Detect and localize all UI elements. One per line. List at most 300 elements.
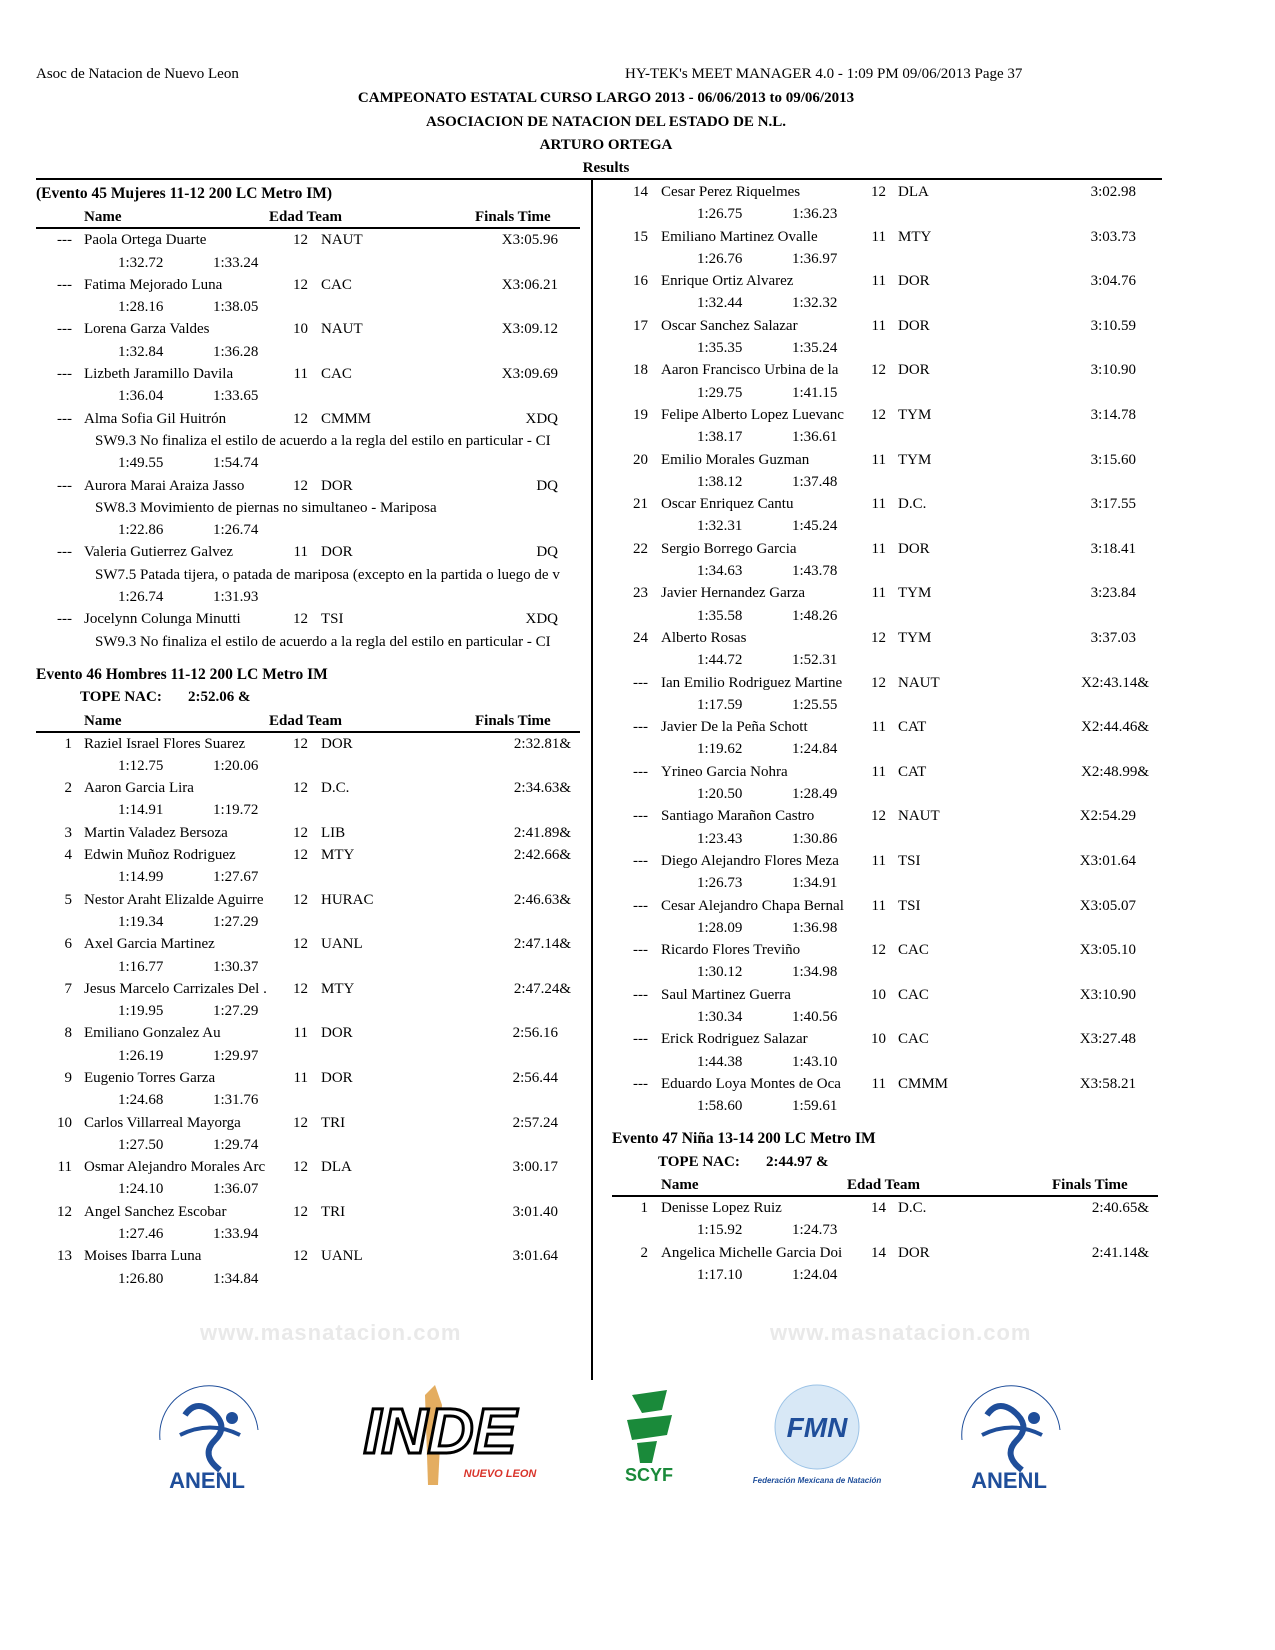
result-row bbox=[612, 538, 1160, 560]
splits-row bbox=[612, 738, 1160, 760]
header-name: Name bbox=[661, 1177, 699, 1194]
split-time: 1:12.75 bbox=[118, 757, 164, 774]
swimmer-name: Fatima Mejorado Luna bbox=[84, 276, 223, 293]
age: 12 bbox=[293, 936, 308, 953]
fmn-text: FMN bbox=[786, 1412, 848, 1443]
split-time: 1:19.95 bbox=[118, 1003, 164, 1020]
splits-row bbox=[36, 1089, 580, 1111]
finals-time: X3:58.21 bbox=[1079, 1075, 1136, 1092]
place: --- bbox=[633, 674, 648, 691]
splits-row bbox=[36, 385, 580, 407]
split-time: 1:33.65 bbox=[213, 388, 259, 405]
dq-note bbox=[36, 631, 580, 653]
split-time: 1:43.10 bbox=[792, 1053, 838, 1070]
swimmer-name: Ian Emilio Rodriguez Martine bbox=[661, 674, 843, 691]
splits-row bbox=[612, 961, 1160, 983]
split-time: 1:35.24 bbox=[792, 340, 838, 357]
place: --- bbox=[57, 321, 72, 338]
splits-row bbox=[36, 341, 580, 363]
age: 12 bbox=[871, 629, 886, 646]
age: 12 bbox=[293, 980, 308, 997]
team: CMMM bbox=[898, 1075, 949, 1092]
finals-time: 2:41.89& bbox=[513, 824, 571, 841]
swimmer-name: Moises Ibarra Luna bbox=[84, 1248, 202, 1265]
header-finals-time: Finals Time bbox=[1052, 1177, 1128, 1194]
split-time: 1:14.99 bbox=[118, 869, 164, 886]
swimmer-name: Jesus Marcelo Carrizales Del . bbox=[84, 980, 267, 997]
split-time: 1:31.93 bbox=[213, 589, 259, 606]
swimmer-name: Lorena Garza Valdes bbox=[84, 321, 210, 338]
dq-reason: SW7.5 Patada tijera, o patada de mariposa (excepto en la partida o luego de v bbox=[95, 566, 560, 583]
place: 9 bbox=[64, 1069, 72, 1086]
splits-row bbox=[36, 1045, 580, 1067]
result-row bbox=[612, 716, 1160, 738]
splits-row bbox=[612, 515, 1160, 537]
team: DOR bbox=[321, 1069, 353, 1086]
split-time: 1:26.73 bbox=[697, 875, 743, 892]
split-time: 1:22.86 bbox=[118, 522, 164, 539]
swimmer-name: Saul Martinez Guerra bbox=[661, 986, 791, 1003]
finals-time: 3:15.60 bbox=[1090, 451, 1136, 468]
age: 14 bbox=[871, 1200, 886, 1217]
place: 1 bbox=[64, 735, 72, 752]
result-row bbox=[612, 404, 1160, 426]
swimmer-name: Eugenio Torres Garza bbox=[84, 1069, 216, 1086]
dq-reason: SW8.3 Movimiento de piernas no simultaneo - Mariposa bbox=[95, 499, 437, 516]
age: 12 bbox=[871, 674, 886, 691]
split-time: 1:29.97 bbox=[213, 1047, 259, 1064]
age: 11 bbox=[871, 585, 886, 602]
team: UANL bbox=[321, 936, 363, 953]
split-time: 1:35.35 bbox=[697, 340, 743, 357]
result-row bbox=[612, 805, 1160, 827]
splits-row bbox=[36, 799, 580, 821]
place: --- bbox=[57, 544, 72, 561]
age: 11 bbox=[871, 228, 886, 245]
team: UANL bbox=[321, 1248, 363, 1265]
national-record-value: 2:44.97 & bbox=[766, 1153, 829, 1170]
team: MTY bbox=[321, 980, 355, 997]
software-page-info: HY-TEK's MEET MANAGER 4.0 - 1:09 PM 09/06/2013 Page 37 bbox=[625, 66, 1023, 82]
result-row bbox=[36, 1201, 580, 1223]
split-time: 1:30.86 bbox=[792, 830, 838, 847]
finals-time: X3:06.21 bbox=[501, 276, 558, 293]
split-time: 1:36.28 bbox=[213, 343, 259, 360]
team: CAT bbox=[898, 719, 927, 736]
place: 7 bbox=[64, 980, 72, 997]
header-age-team: Edad Team bbox=[269, 712, 342, 729]
swimmer-name: Denisse Lopez Ruiz bbox=[661, 1200, 782, 1217]
result-row bbox=[612, 270, 1160, 292]
team: TRI bbox=[321, 1114, 346, 1131]
age: 12 bbox=[871, 362, 886, 379]
swimmer-name: Lizbeth Jaramillo Davila bbox=[84, 366, 234, 383]
column-headers bbox=[36, 710, 580, 733]
team: D.C. bbox=[898, 496, 927, 513]
team: NAUT bbox=[321, 232, 363, 249]
team: DLA bbox=[321, 1159, 352, 1176]
splits-row bbox=[36, 1268, 580, 1290]
finals-time: 3:02.98 bbox=[1090, 184, 1136, 200]
split-time: 1:20.06 bbox=[213, 757, 259, 774]
place: 1 bbox=[640, 1200, 648, 1217]
team: TSI bbox=[898, 852, 921, 869]
split-time: 1:28.09 bbox=[697, 919, 743, 936]
finals-time: 2:47.14& bbox=[513, 936, 571, 953]
split-time: 1:24.68 bbox=[118, 1092, 164, 1109]
result-row bbox=[36, 889, 580, 911]
split-time: 1:40.56 bbox=[792, 1008, 838, 1025]
age: 12 bbox=[293, 1248, 308, 1265]
header-name: Name bbox=[84, 209, 122, 226]
age: 12 bbox=[293, 1203, 308, 1220]
swimmer-name: Emiliano Gonzalez Au bbox=[84, 1025, 221, 1042]
event-title bbox=[612, 1128, 1160, 1150]
split-time: 1:34.91 bbox=[792, 875, 838, 892]
split-time: 1:15.92 bbox=[697, 1222, 743, 1239]
finals-time: X3:27.48 bbox=[1079, 1031, 1136, 1048]
splits-row bbox=[36, 252, 580, 274]
split-time: 1:20.50 bbox=[697, 786, 743, 803]
result-row bbox=[36, 933, 580, 955]
age: 12 bbox=[293, 232, 308, 249]
finals-time: XDQ bbox=[525, 611, 558, 628]
dq-reason: SW9.3 No finaliza el estilo de acuerdo a la regla del estilo en particular - CI bbox=[95, 432, 551, 449]
split-time: 1:30.37 bbox=[213, 958, 259, 975]
split-time: 1:36.97 bbox=[792, 250, 838, 267]
inde-subtext: NUEVO LEON bbox=[463, 1468, 537, 1480]
swimmer-name: Alma Sofia Gil Huitrón bbox=[84, 410, 227, 427]
team: MTY bbox=[321, 847, 355, 864]
split-time: 1:26.19 bbox=[118, 1047, 164, 1064]
splits-row bbox=[36, 1134, 580, 1156]
team: NAUT bbox=[321, 321, 363, 338]
finals-time: 3:10.59 bbox=[1090, 317, 1136, 334]
finals-time: XDQ bbox=[525, 410, 558, 427]
age: 11 bbox=[293, 1025, 308, 1042]
finals-time: 3:01.40 bbox=[512, 1203, 558, 1220]
splits-row bbox=[612, 917, 1160, 939]
team: DOR bbox=[898, 317, 930, 334]
team: DOR bbox=[321, 1025, 353, 1042]
age: 11 bbox=[871, 852, 886, 869]
splits-row bbox=[612, 560, 1160, 582]
result-row bbox=[36, 1067, 580, 1089]
split-time: 1:26.75 bbox=[697, 206, 743, 223]
finals-time: 2:41.14& bbox=[1091, 1244, 1149, 1261]
split-time: 1:49.55 bbox=[118, 455, 164, 472]
split-time: 1:28.16 bbox=[118, 299, 164, 316]
finals-time: X3:05.96 bbox=[501, 232, 558, 249]
age: 12 bbox=[871, 942, 886, 959]
swimmer-name: Emiliano Martinez Ovalle bbox=[661, 228, 818, 245]
place: 6 bbox=[64, 936, 72, 953]
anenl-text: ANENL bbox=[971, 1468, 1047, 1493]
finals-time: 3:01.64 bbox=[512, 1248, 558, 1265]
finals-time: 3:04.76 bbox=[1090, 273, 1136, 290]
swimmer-name: Osmar Alejandro Morales Arc bbox=[84, 1159, 266, 1176]
swimmer-name: Cesar Perez Riquelmes bbox=[661, 184, 801, 200]
splits-row bbox=[36, 586, 580, 608]
scyf-logo bbox=[612, 1385, 687, 1490]
place: --- bbox=[57, 276, 72, 293]
column-headers bbox=[36, 206, 580, 229]
age: 11 bbox=[293, 544, 308, 561]
split-time: 1:32.44 bbox=[697, 295, 743, 312]
split-time: 1:36.61 bbox=[792, 429, 838, 446]
swimmer-name: Raziel Israel Flores Suarez bbox=[84, 735, 246, 752]
finals-time: X2:54.29 bbox=[1079, 808, 1136, 825]
team: HURAC bbox=[321, 891, 374, 908]
team: NAUT bbox=[898, 808, 940, 825]
team: CAC bbox=[898, 986, 929, 1003]
age: 12 bbox=[293, 1159, 308, 1176]
age: 12 bbox=[293, 847, 308, 864]
age: 11 bbox=[871, 763, 886, 780]
event-title bbox=[36, 183, 580, 205]
swimmer-name: Yrineo Garcia Nohra bbox=[661, 763, 788, 780]
swimmer-name: Sergio Borrego Garcia bbox=[661, 540, 797, 557]
splits-row bbox=[36, 452, 580, 474]
age: 11 bbox=[871, 451, 886, 468]
national-record-label: TOPE NAC: bbox=[80, 689, 162, 706]
split-time: 1:26.74 bbox=[118, 589, 164, 606]
split-time: 1:27.46 bbox=[118, 1226, 164, 1243]
team: CAC bbox=[898, 942, 929, 959]
team: LIB bbox=[321, 824, 346, 841]
age: 12 bbox=[293, 1114, 308, 1131]
swimmer-name: Aaron Francisco Urbina de la bbox=[661, 362, 839, 379]
finals-time: 2:56.44 bbox=[512, 1069, 558, 1086]
column-headers bbox=[612, 1174, 1158, 1197]
team: TSI bbox=[898, 897, 921, 914]
age: 12 bbox=[293, 780, 308, 797]
split-time: 1:32.31 bbox=[697, 518, 743, 535]
result-row bbox=[36, 363, 580, 385]
finals-time: 3:18.41 bbox=[1090, 540, 1136, 557]
split-time: 1:29.74 bbox=[213, 1136, 259, 1153]
finals-time: X3:05.07 bbox=[1079, 897, 1136, 914]
event-title bbox=[36, 664, 580, 686]
splits-row bbox=[612, 248, 1160, 270]
place: --- bbox=[633, 1075, 648, 1092]
result-row bbox=[36, 733, 580, 755]
finals-time: X2:44.46& bbox=[1081, 719, 1149, 736]
results-column-right bbox=[612, 181, 1160, 1286]
team: DOR bbox=[321, 735, 353, 752]
dq-note bbox=[36, 564, 580, 586]
result-row bbox=[612, 582, 1160, 604]
splits-row bbox=[612, 783, 1160, 805]
splits-row bbox=[612, 1264, 1160, 1286]
header-name: Name bbox=[84, 712, 122, 729]
result-row bbox=[612, 493, 1160, 515]
split-time: 1:54.74 bbox=[213, 455, 259, 472]
place: 2 bbox=[640, 1244, 648, 1261]
place: 3 bbox=[64, 824, 72, 841]
split-time: 1:24.04 bbox=[792, 1266, 838, 1283]
scyf-text: SCYF bbox=[624, 1465, 674, 1485]
result-row bbox=[612, 1242, 1160, 1264]
place: 21 bbox=[633, 496, 648, 513]
age: 12 bbox=[293, 611, 308, 628]
finals-time: 2:46.63& bbox=[513, 891, 571, 908]
inde-logo bbox=[330, 1385, 550, 1495]
finals-time: 2:56.16 bbox=[512, 1025, 558, 1042]
team: DLA bbox=[898, 184, 929, 200]
header-age-team: Edad Team bbox=[847, 1177, 920, 1194]
split-time: 1:14.91 bbox=[118, 802, 164, 819]
national-record-value: 2:52.06 & bbox=[188, 689, 251, 706]
split-time: 1:33.24 bbox=[213, 254, 259, 271]
place: --- bbox=[57, 477, 72, 494]
national-record-line bbox=[36, 686, 580, 708]
result-row bbox=[612, 761, 1160, 783]
swimmer-name: Felipe Alberto Lopez Luevanc bbox=[661, 406, 844, 423]
national-record-line bbox=[612, 1151, 1160, 1173]
age: 10 bbox=[871, 1031, 886, 1048]
result-row bbox=[36, 978, 580, 1000]
place: 15 bbox=[633, 228, 648, 245]
anenl-logo-right bbox=[942, 1380, 1077, 1500]
splits-row bbox=[612, 337, 1160, 359]
split-time: 1:38.17 bbox=[697, 429, 743, 446]
result-row bbox=[612, 1073, 1160, 1095]
top-rule bbox=[36, 178, 1162, 180]
finals-time: 3:17.55 bbox=[1090, 496, 1136, 513]
event-title-text: Evento 46 Hombres 11-12 200 LC Metro IM bbox=[36, 665, 328, 683]
result-row bbox=[36, 608, 580, 630]
splits-row bbox=[36, 755, 580, 777]
split-time: 1:32.84 bbox=[118, 343, 164, 360]
swimmer-name: Angel Sanchez Escobar bbox=[84, 1203, 227, 1220]
swimmer-name: Cesar Alejandro Chapa Bernal bbox=[661, 897, 844, 914]
age: 12 bbox=[293, 891, 308, 908]
splits-row bbox=[612, 694, 1160, 716]
place: --- bbox=[57, 366, 72, 383]
result-row bbox=[36, 408, 580, 430]
dq-reason: SW9.3 No finaliza el estilo de acuerdo a la regla del estilo en particular - CI bbox=[95, 633, 551, 650]
place: --- bbox=[633, 986, 648, 1003]
watermark: www.masnatacion.com bbox=[770, 1320, 1032, 1345]
org-name: Asoc de Natacion de Nuevo Leon bbox=[36, 66, 239, 82]
split-time: 1:36.23 bbox=[792, 206, 838, 223]
finals-time: 2:47.24& bbox=[513, 980, 571, 997]
split-time: 1:34.84 bbox=[213, 1270, 259, 1287]
team: MTY bbox=[898, 228, 932, 245]
result-row bbox=[612, 1197, 1160, 1219]
place: 11 bbox=[57, 1159, 72, 1176]
age: 10 bbox=[293, 321, 308, 338]
inde-text: INDE bbox=[363, 1395, 517, 1467]
splits-row bbox=[36, 866, 580, 888]
splits-row bbox=[612, 828, 1160, 850]
team: DOR bbox=[898, 273, 930, 290]
split-time: 1:36.07 bbox=[213, 1181, 259, 1198]
swimmer-name: Eduardo Loya Montes de Oca bbox=[661, 1075, 841, 1092]
finals-time: 2:40.65& bbox=[1091, 1200, 1149, 1217]
split-time: 1:26.74 bbox=[213, 522, 259, 539]
result-row bbox=[36, 541, 580, 563]
age: 14 bbox=[871, 1244, 886, 1261]
age: 10 bbox=[871, 986, 886, 1003]
dq-note bbox=[36, 430, 580, 452]
place: 8 bbox=[64, 1025, 72, 1042]
place: --- bbox=[633, 897, 648, 914]
age: 12 bbox=[293, 477, 308, 494]
split-time: 1:59.61 bbox=[792, 1098, 838, 1115]
split-time: 1:34.98 bbox=[792, 964, 838, 981]
dq-note bbox=[36, 497, 580, 519]
national-record-label: TOPE NAC: bbox=[658, 1153, 740, 1170]
result-row bbox=[612, 672, 1160, 694]
swimmer-name: Santiago Marañon Castro bbox=[661, 808, 815, 825]
split-time: 1:19.34 bbox=[118, 913, 164, 930]
splits-row bbox=[612, 203, 1160, 225]
header-finals-time: Finals Time bbox=[475, 712, 551, 729]
result-row bbox=[36, 1112, 580, 1134]
team: D.C. bbox=[321, 780, 350, 797]
result-row bbox=[612, 850, 1160, 872]
finals-time: X2:48.99& bbox=[1081, 763, 1149, 780]
finals-time: 3:23.84 bbox=[1090, 585, 1136, 602]
split-time: 1:27.50 bbox=[118, 1136, 164, 1153]
split-time: 1:52.31 bbox=[792, 652, 838, 669]
place: 16 bbox=[633, 273, 648, 290]
swimmer-name: Martin Valadez Bersoza bbox=[84, 824, 228, 841]
place: --- bbox=[57, 410, 72, 427]
split-time: 1:34.63 bbox=[697, 563, 743, 580]
team: CAT bbox=[898, 763, 927, 780]
place: 20 bbox=[633, 451, 648, 468]
result-row bbox=[36, 318, 580, 340]
age: 11 bbox=[293, 366, 308, 383]
place: --- bbox=[633, 808, 648, 825]
place: 5 bbox=[64, 891, 72, 908]
team: CAC bbox=[321, 276, 352, 293]
swimmer-name: Carlos Villarreal Mayorga bbox=[84, 1114, 241, 1131]
split-time: 1:16.77 bbox=[118, 958, 164, 975]
split-time: 1:44.72 bbox=[697, 652, 743, 669]
team: D.C. bbox=[898, 1200, 927, 1217]
splits-row bbox=[36, 1178, 580, 1200]
split-time: 1:30.12 bbox=[697, 964, 743, 981]
swimmer-name: Nestor Araht Elizalde Aguirre bbox=[84, 891, 264, 908]
team: TYM bbox=[898, 585, 932, 602]
swimmer-name: Emilio Morales Guzman bbox=[661, 451, 810, 468]
finals-time: X3:01.64 bbox=[1079, 852, 1136, 869]
age: 12 bbox=[293, 824, 308, 841]
swimmer-name: Edwin Muñoz Rodriguez bbox=[84, 847, 236, 864]
results-column-left bbox=[36, 183, 580, 1290]
finals-time: 2:42.66& bbox=[513, 847, 571, 864]
splits-row bbox=[612, 1051, 1160, 1073]
split-time: 1:24.10 bbox=[118, 1181, 164, 1198]
anenl-logo-left bbox=[140, 1380, 275, 1500]
team: CAC bbox=[321, 366, 352, 383]
result-row bbox=[36, 1156, 580, 1178]
result-row bbox=[36, 844, 580, 866]
venue-title: ARTURO ORTEGA bbox=[539, 137, 673, 153]
watermark: www.masnatacion.com bbox=[200, 1320, 462, 1345]
place: --- bbox=[633, 942, 648, 959]
finals-time: DQ bbox=[536, 477, 558, 494]
team: TRI bbox=[321, 1203, 346, 1220]
team: TYM bbox=[898, 629, 932, 646]
results-title: Results bbox=[582, 160, 630, 176]
split-time: 1:17.10 bbox=[697, 1266, 743, 1283]
result-row bbox=[36, 1245, 580, 1267]
